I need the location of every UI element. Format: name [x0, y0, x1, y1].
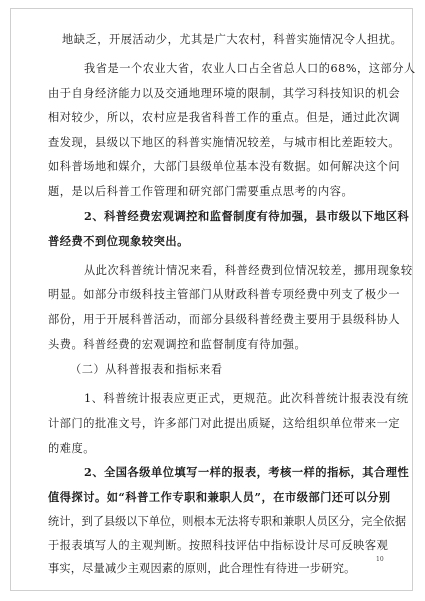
text-line-21: 于报表填写人的主观判断。按照科技评估中指标设计尽可反映客观	[48, 539, 389, 552]
text-line-15: 1、科普统计报表应更正式，更规范。此次科普统计报表没有统	[84, 392, 409, 405]
text-line-5: 查发现，县级以下地区的科普实施情况较差，与城市相比差距较大。	[48, 136, 401, 149]
text-line-22: 事实，尽量减少主观因素的原则，此合理性有待进一步研究。	[48, 562, 356, 575]
text-line-18: 2、全国各级单位填写一样的报表，考核一样的指标，其合理性	[84, 465, 410, 479]
text-line-1: 地缺乏，开展活动少，尤其是广大农村，科普实施情况令人担扰。	[62, 33, 403, 46]
text-line-9: 普经费不到位现象较突出。	[48, 234, 189, 248]
text-line-19: 值得探讨。如“科普工作专职和兼职人员”，在市级部门还可以分别	[48, 490, 391, 504]
text-line-6: 如科普场地和媒介，大部门县级单位基本没有数据。如何解决这个问	[48, 160, 401, 173]
text-line-13: 头费。科普经费的宏观调控和监督制度有待加强。	[48, 338, 307, 351]
text-line-17: 的难度。	[48, 442, 95, 455]
text-line-20: 统计，到了县级以下单位，则根本无法将专职和兼职人员区分，完全依据	[48, 515, 407, 528]
page-number: 10	[376, 556, 384, 563]
text-line-12: 部份，用于开展科普活动，而部分县级科普经费主要用于县级科协人	[48, 313, 401, 326]
text-line-7: 题，是以后科普工作管理和研究部门需要重点思考的内容。	[48, 185, 354, 198]
text-line-16: 计部门的批准文号，许多部门对此提出质疑，这给组织单位带来一定	[48, 417, 401, 430]
text-line-2: 我省是一个农业大省，农业人口占全省总人口的68%，这部分人	[84, 62, 416, 75]
text-line-3: 由于自身经济能力以及交通地理环境的限制，其学习科技知识的机会	[48, 87, 401, 100]
section-heading: （二）从科普报表和指标来看	[70, 363, 223, 376]
text-line-8: 2、科普经费宏观调控和监督制度有待加强，县市级以下地区科	[84, 209, 410, 223]
text-line-10: 从此次科普统计情况来看，科普经费到位情况较差，挪用现象较	[84, 264, 413, 277]
text-line-11: 明显。如部分市级科技主管部门从财政科普专项经费中列支了极少一	[48, 288, 401, 301]
text-line-4: 相对较少，所以，农村应是我省科普工作的重点。但是，通过此次调	[48, 111, 401, 124]
